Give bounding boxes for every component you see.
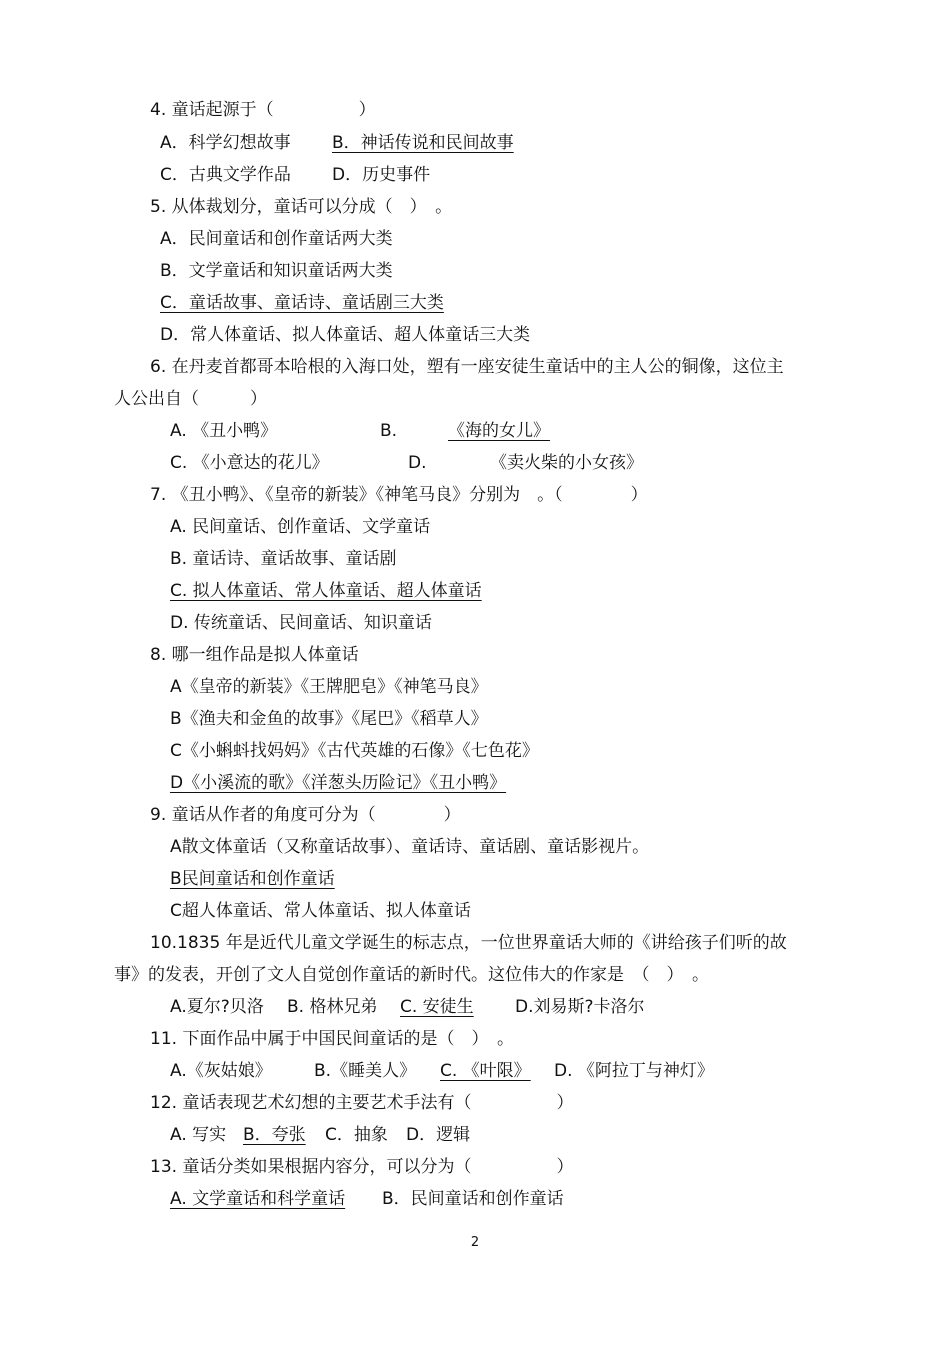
q9-option-a: A散文体童话（又称童话故事）、童话诗、童话剧、童话影视片。 (170, 837, 650, 857)
q11-stem: 11. 下面作品中属于中国民间童话的是（ ） 。 (150, 1029, 514, 1049)
q10-option-d: D.刘易斯?卡洛尔 (515, 997, 645, 1017)
q4-option-c: C．古典文学作品 (160, 165, 291, 185)
q8-option-d: D《小溪流的歌》《洋葱头历险记》《丑小鸭》 (170, 773, 507, 793)
q11-option-a: A.《灰姑娘》 (170, 1061, 272, 1081)
q6-option-d-text: 《卖火柴的小女孩》 (490, 453, 643, 473)
q5-option-d: D．常人体童话、拟人体童话、超人体童话三大类 (160, 325, 531, 345)
q7-option-c: C. 拟人体童话、常人体童话、超人体童话 (170, 581, 482, 601)
q8-option-b: B《渔夫和金鱼的故事》《尾巴》《稻草人》 (170, 709, 488, 729)
q9-stem: 9. 童话从作者的角度可分为（ ） (150, 805, 461, 825)
q11-option-b: B.《睡美人》 (314, 1061, 417, 1081)
q6-option-b-text: 《海的女儿》 (448, 421, 550, 441)
q12-option-a: A. 写实 (170, 1125, 227, 1145)
q10-option-a: A.夏尔?贝洛 (170, 997, 264, 1017)
q12-option-b: B．夸张 (243, 1125, 306, 1145)
q9-option-c: C超人体童话、常人体童话、拟人体童话 (170, 901, 471, 921)
q6-option-a: A. 《丑小鸭》 (170, 421, 278, 441)
q8-stem: 8. 哪一组作品是拟人体童话 (150, 645, 359, 665)
q5-option-b: B．文学童话和知识童话两大类 (160, 261, 393, 281)
q6-stem-line2: 人公出自（ ） (114, 389, 267, 409)
q7-option-d: D. 传统童话、民间童话、知识童话 (170, 613, 432, 633)
q7-stem: 7. 《丑小鸭》、《皇帝的新装》《神笔马良》分别为 。（ ） (150, 485, 648, 505)
page-number: 2 (470, 1235, 480, 1250)
q6-option-c: C. 《小意达的花儿》 (170, 453, 329, 473)
q10-stem-line2: 事》的发表，开创了文人自觉创作童话的新时代。这位伟大的作家是 （ ） 。 (114, 965, 709, 985)
q10-option-c: C. 安徒生 (400, 997, 474, 1017)
q6-option-b-label: B. (380, 421, 398, 441)
q12-option-c: C．抽象 (325, 1125, 388, 1145)
q6-option-d-label: D. (408, 453, 427, 473)
q4-option-a: A．科学幻想故事 (160, 133, 291, 153)
q4-stem: 4. 童话起源于（ ） (150, 100, 376, 120)
q13-option-b: B．民间童话和创作童话 (382, 1189, 564, 1209)
q8-option-a: A《皇帝的新装》《王牌肥皂》《神笔马良》 (170, 677, 488, 697)
q11-option-d: D. 《阿拉丁与神灯》 (554, 1061, 714, 1081)
q12-option-d: D．逻辑 (406, 1125, 471, 1145)
q12-stem: 12. 童话表现艺术幻想的主要艺术手法有（ ） (150, 1093, 574, 1113)
q5-stem: 5. 从体裁划分，童话可以分成（ ） 。 (150, 197, 453, 217)
q10-stem-line1: 10.1835 年是近代儿童文学诞生的标志点，一位世界童话大师的《讲给孩子们听的故 (150, 933, 787, 953)
q10-option-b: B. 格林兄弟 (287, 997, 378, 1017)
q13-option-a: A. 文学童话和科学童话 (170, 1189, 346, 1209)
q5-option-c: C．童话故事、童话诗、童话剧三大类 (160, 293, 444, 313)
q4-option-d: D．历史事件 (332, 165, 431, 185)
q13-stem: 13. 童话分类如果根据内容分，可以分为（ ） (150, 1157, 574, 1177)
q8-option-c: C《小蝌蚪找妈妈》《古代英雄的石像》《七色花》 (170, 741, 539, 761)
q7-option-a: A. 民间童话、创作童话、文学童话 (170, 517, 431, 537)
q7-option-b: B. 童话诗、童话故事、童话剧 (170, 549, 397, 569)
q5-option-a: A．民间童话和创作童话两大类 (160, 229, 393, 249)
q9-option-b: B民间童话和创作童话 (170, 869, 335, 889)
q4-option-b: B．神话传说和民间故事 (332, 133, 514, 153)
q11-option-c: C. 《叶限》 (440, 1061, 531, 1081)
q6-stem-line1: 6. 在丹麦首都哥本哈根的入海口处，塑有一座安徒生童话中的主人公的铜像，这位主 (150, 357, 784, 377)
